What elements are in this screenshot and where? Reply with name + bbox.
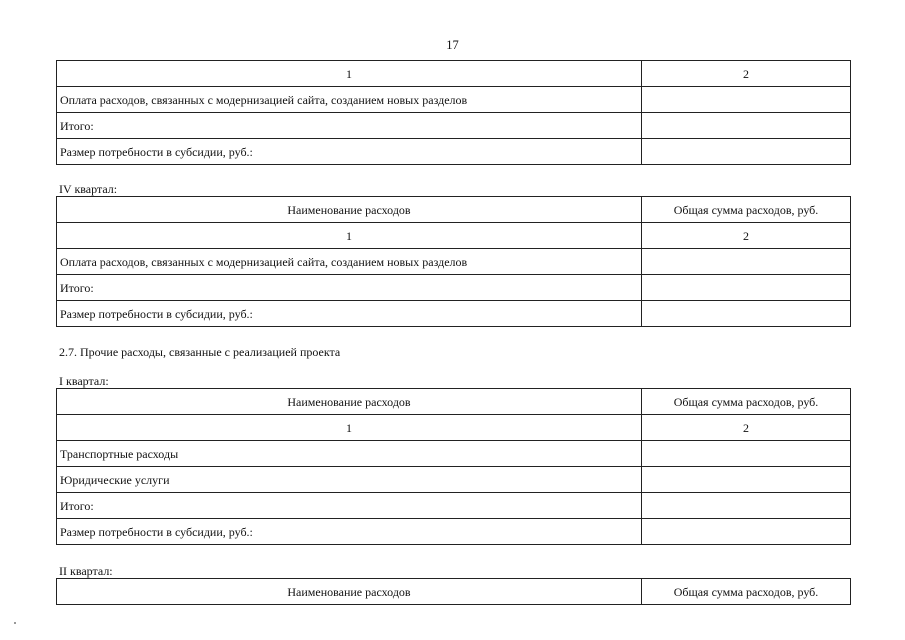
continued-expense-table (56, 60, 851, 165)
table-row (57, 87, 851, 113)
expense-name-cell: Итого: (57, 275, 642, 301)
expense-name-cell: Оплата расходов, связанных с модернизацией сайта, созданием новых разделов (57, 249, 642, 275)
page-number: 17 (446, 38, 459, 52)
expense-amount-cell (642, 493, 851, 519)
table-row (57, 113, 851, 139)
column-header-amount: Общая сумма расходов, руб. (642, 579, 851, 605)
q1-other-expense-table (56, 388, 851, 545)
column-header-name: Наименование расходов (57, 389, 642, 415)
table-cell: 1 (57, 415, 642, 441)
expense-name-cell: Размер потребности в субсидии, руб.: (57, 139, 642, 165)
expense-amount-cell (642, 275, 851, 301)
expense-amount-cell (642, 249, 851, 275)
expense-amount-cell (642, 139, 851, 165)
quarter-label-q4: IV квартал: (59, 182, 118, 196)
table-number-row (57, 61, 851, 87)
q2-other-expense-table (56, 578, 851, 605)
table-cell: 1 (57, 223, 642, 249)
table-cell: 2 (642, 223, 851, 249)
expense-amount-cell (642, 467, 851, 493)
table-row (57, 301, 851, 327)
table-cell: 2 (642, 61, 851, 87)
expense-name-cell: Итого: (57, 493, 642, 519)
table-header-row (57, 197, 851, 223)
table-row (57, 249, 851, 275)
expense-name-cell: Транспортные расходы (57, 441, 642, 467)
expense-name-cell: Юридические услуги (57, 467, 642, 493)
table-row (57, 467, 851, 493)
table-row (57, 441, 851, 467)
expense-name-cell: Размер потребности в субсидии, руб.: (57, 301, 642, 327)
table-row (57, 275, 851, 301)
table-header-row (57, 579, 851, 605)
expense-amount-cell (642, 87, 851, 113)
table-cell: 1 (57, 61, 642, 87)
quarter-label-q2: II квартал: (59, 564, 113, 578)
table-row (57, 519, 851, 545)
expense-amount-cell (642, 441, 851, 467)
table-row (57, 493, 851, 519)
table-number-row (57, 223, 851, 249)
expense-amount-cell (642, 301, 851, 327)
expense-name-cell: Размер потребности в субсидии, руб.: (57, 519, 642, 545)
column-header-name: Наименование расходов (57, 197, 642, 223)
expense-name-cell: Итого: (57, 113, 642, 139)
table-cell: 2 (642, 415, 851, 441)
q4-expense-table (56, 196, 851, 327)
table-number-row (57, 415, 851, 441)
section-heading: 2.7. Прочие расходы, связанные с реализацией проекта (59, 345, 341, 359)
column-header-amount: Общая сумма расходов, руб. (642, 197, 851, 223)
scan-speck (14, 622, 16, 624)
expense-name-cell: Оплата расходов, связанных с модернизацией сайта, созданием новых разделов (57, 87, 642, 113)
expense-amount-cell (642, 113, 851, 139)
quarter-label-q1: I квартал: (59, 374, 109, 388)
column-header-name: Наименование расходов (57, 579, 642, 605)
table-header-row (57, 389, 851, 415)
column-header-amount: Общая сумма расходов, руб. (642, 389, 851, 415)
table-row (57, 139, 851, 165)
expense-amount-cell (642, 519, 851, 545)
